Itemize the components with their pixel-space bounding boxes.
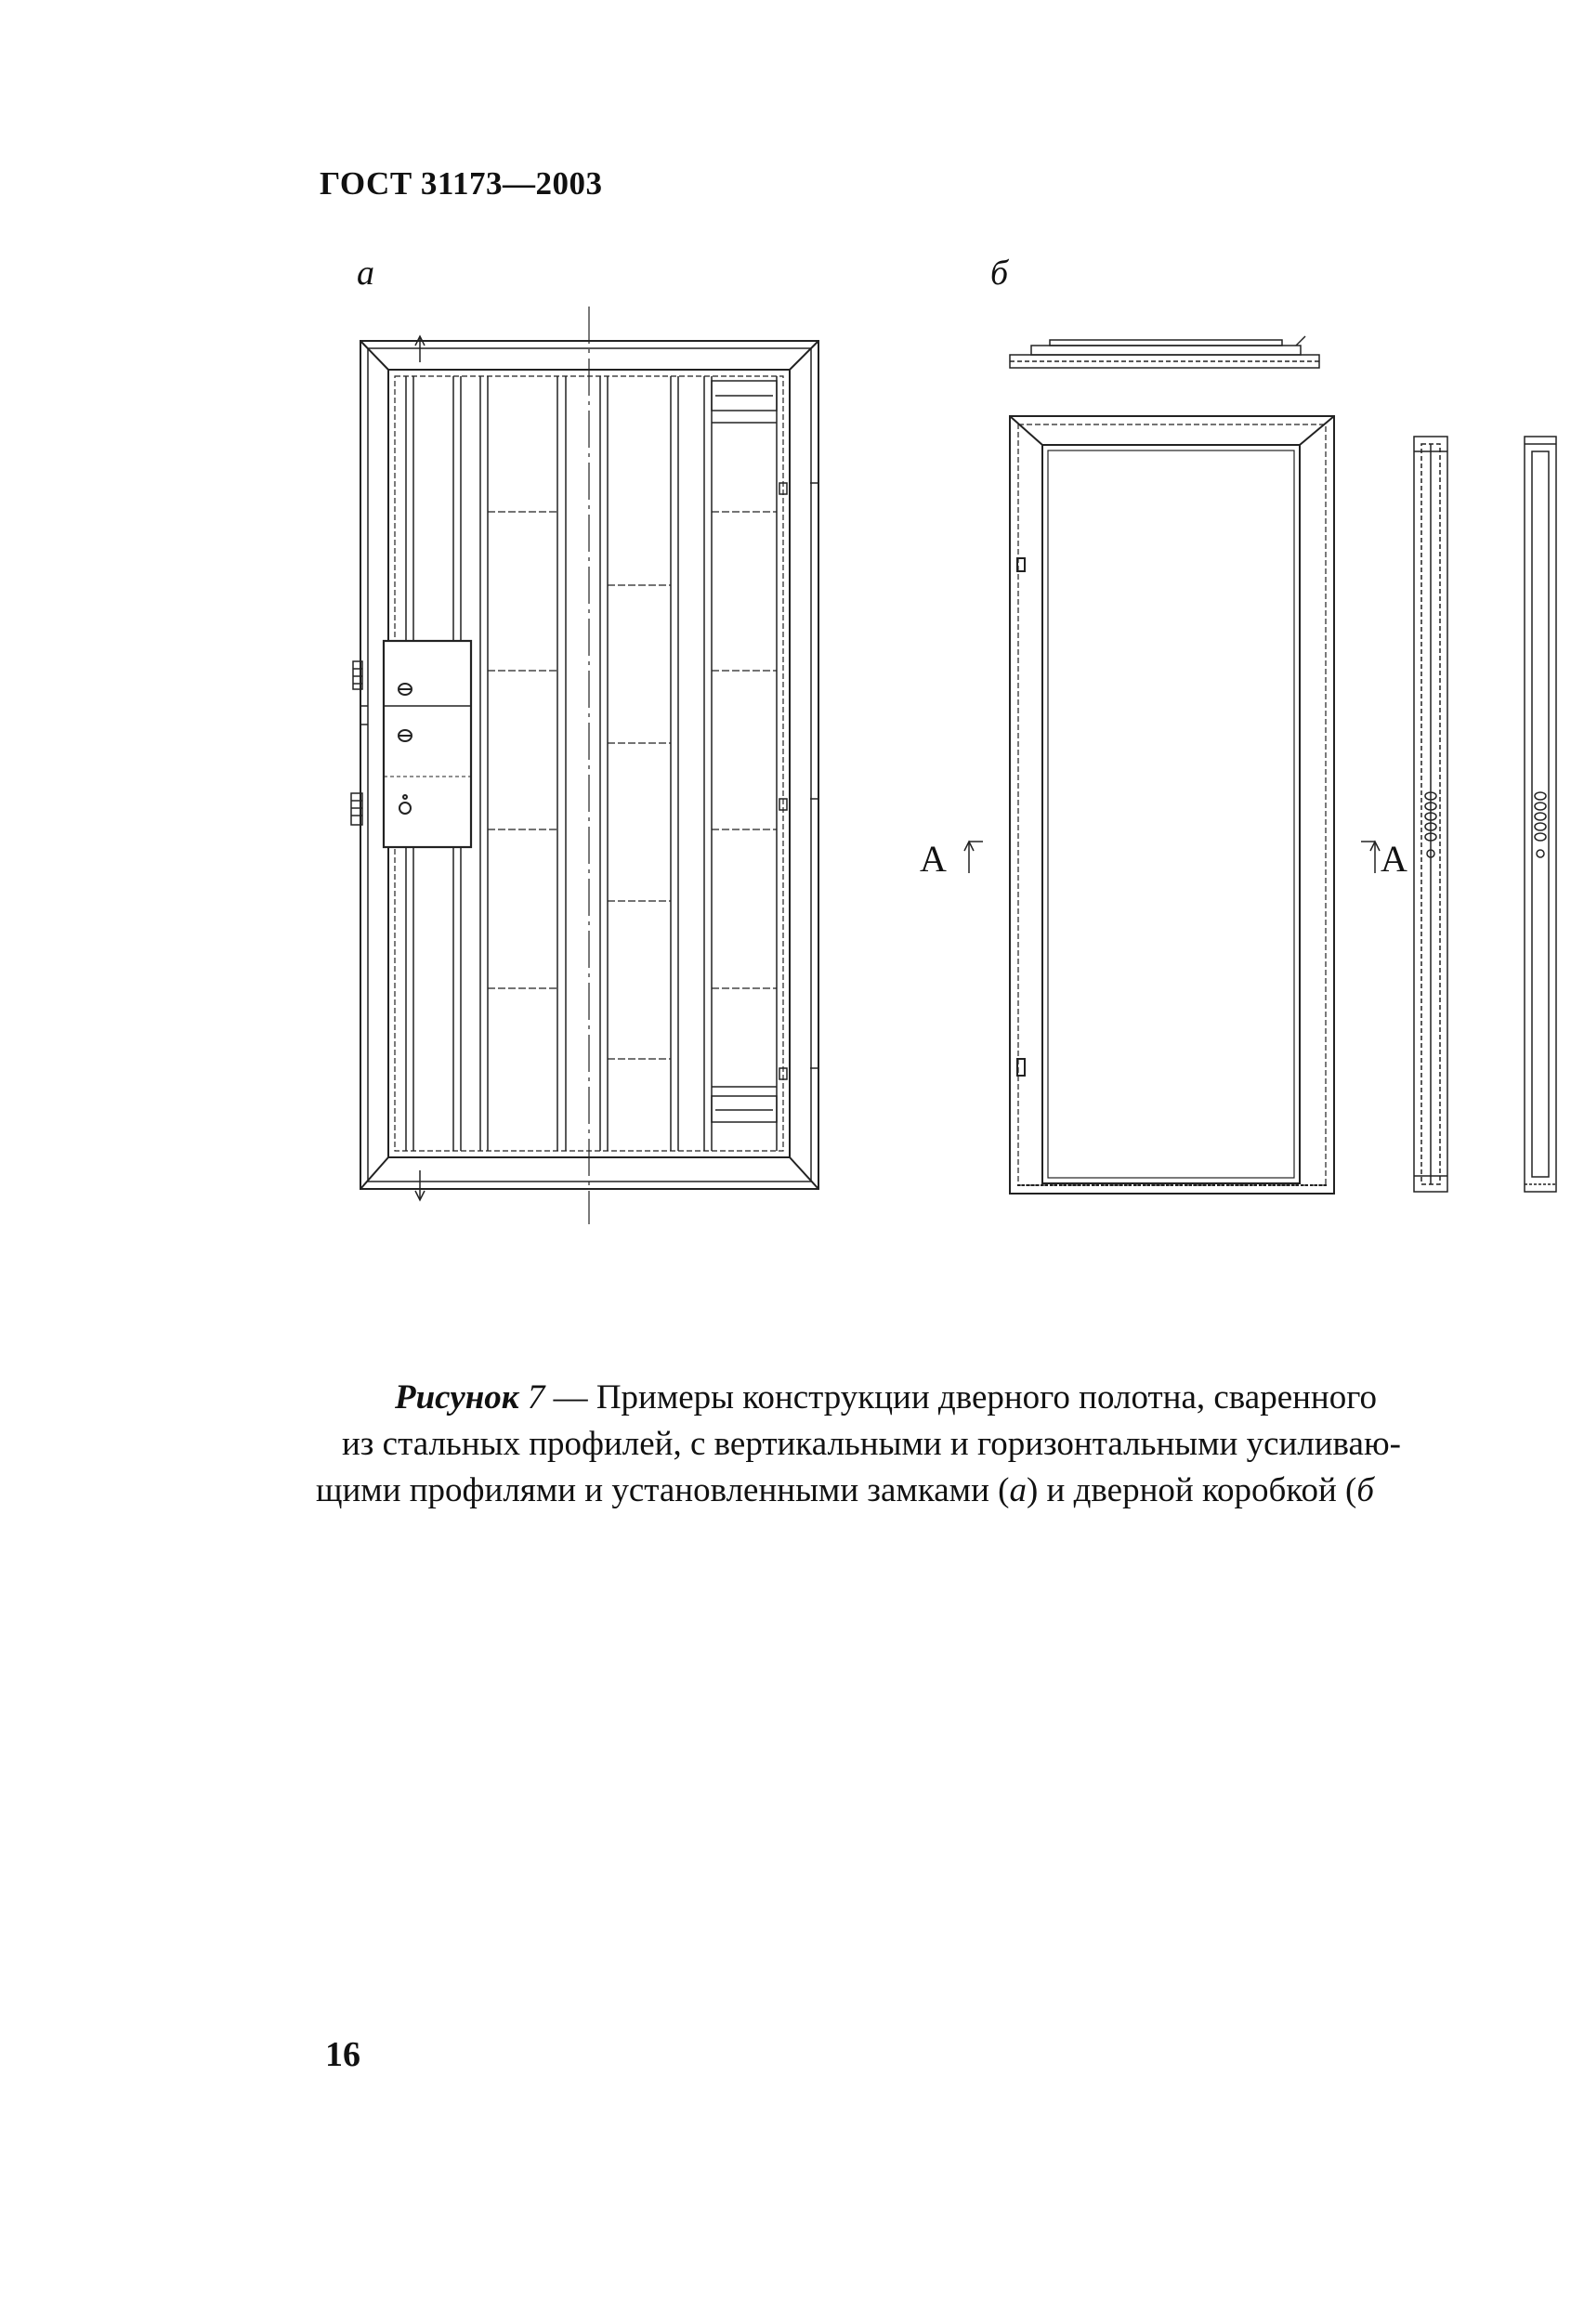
section-marker-left: А <box>920 838 947 880</box>
page-number: 16 <box>325 2035 360 2074</box>
side-profile-2 <box>1525 437 1556 1192</box>
caption-line-1-text: — Примеры конструкции дверного полотна, сваренного <box>544 1378 1377 1417</box>
side-profile-1 <box>1414 437 1447 1192</box>
horizontal-stiffeners <box>488 512 777 1059</box>
document-header: ГОСТ 31173—2003 <box>320 165 603 202</box>
caption-line-3 <box>316 1468 1584 1514</box>
lock-plate <box>384 641 471 847</box>
caption-ref-b: б <box>1356 1471 1374 1509</box>
figure-label-b: б <box>990 254 1009 293</box>
section-marker-right: А <box>1381 838 1407 880</box>
caption-figure-label: Рисунок <box>395 1378 519 1417</box>
figure-label-a: а <box>357 254 374 293</box>
caption-line-3-start: щими профилями и установленными замками ( <box>316 1471 1010 1509</box>
caption-line-1 <box>316 1375 1584 1421</box>
caption-ref-a: а <box>1009 1471 1027 1509</box>
door-leaf-frame <box>351 307 818 1224</box>
caption-line-2: из стальных профилей, с вертикальными и горизонтальными усиливаю- <box>342 1425 1401 1463</box>
figure-caption <box>316 1375 1584 1514</box>
caption-line-3-mid: ) и дверной коробкой ( <box>1026 1471 1357 1509</box>
door-box-frame <box>964 336 1556 1194</box>
caption-figure-number: 7 <box>527 1378 545 1417</box>
